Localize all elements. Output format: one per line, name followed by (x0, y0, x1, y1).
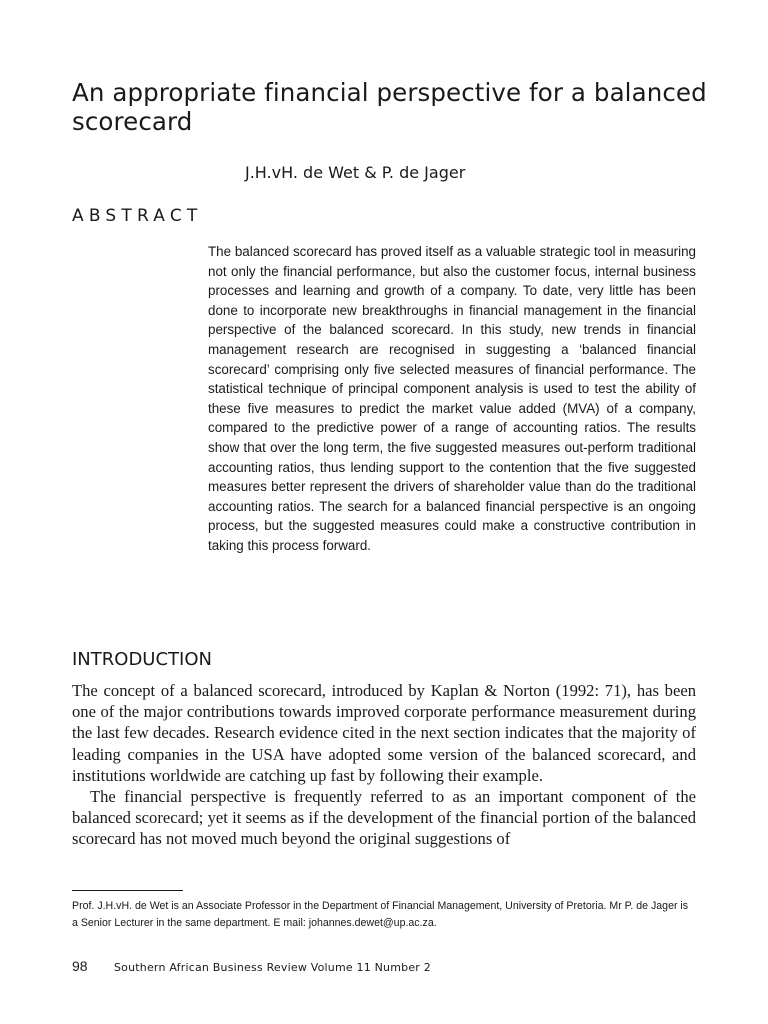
page-number: 98 (72, 958, 88, 974)
footnote-text: Prof. J.H.vH. de Wet is an Associate Professor in the Department of Financial Management, University of Pretoria. Mr P. de Jager is a Senior Lecturer in the same department. E mail: johannes.dewet@up.ac.za. (72, 900, 689, 929)
introduction-paragraph: The concept of a balanced scorecard, introduced by Kaplan & Norton (1992: 71), has been one of the major contributions towards improved corporate performance measurement during the last few decades. Research evidence cited in the next section indicates that the majority of leading companies in the USA have adopted some version of the balanced scorecard, and institutions worldwide are catching up fast by following their example. (72, 681, 696, 785)
abstract-text: The balanced scorecard has proved itself as a valuable strategic tool in measuring not only the financial performance, but also the customer focus, internal business processes and learning and growth of a company. To date, very little has been done to incorporate new breakthroughs in financial management in the financial perspective of the balanced scorecard. In this study, new trends in financial management research are recognised in suggesting a ‘balanced financial scorecard’ comprising only five selected measures of financial performance. The statistical technique of principal component analysis is used to test the ability of these five measures to predict the market value added (MVA) of a company, compared to the predictive power of a range of accounting ratios. The results show that over the long term, the five suggested measures out-perform traditional accounting ratios, thus lending support to the contention that the five suggested measures better represent the drivers of shareholder value than do the traditional accounting ratios. The search for a balanced financial perspective is an ongoing process, but the suggested measures could make a constructive contribution in taking this process forward. (208, 244, 696, 553)
article-title: An appropriate financial perspective for a balanced scorecard (72, 78, 707, 136)
introduction-heading: INTRODUCTION (72, 649, 212, 670)
introduction-body (72, 680, 696, 850)
article-authors: J.H.vH. de Wet & P. de Jager (245, 163, 466, 182)
journal-name: Southern African Business Review Volume 11 Number 2 (114, 961, 431, 974)
abstract-heading: ABSTRACT (72, 206, 203, 226)
footnote-rule (72, 890, 183, 891)
introduction-paragraph: The financial perspective is frequently referred to as an important component of the balanced scorecard; yet it seems as if the development of the financial portion of the balanced scorecard has not moved much beyond the original suggestions of (72, 787, 696, 849)
